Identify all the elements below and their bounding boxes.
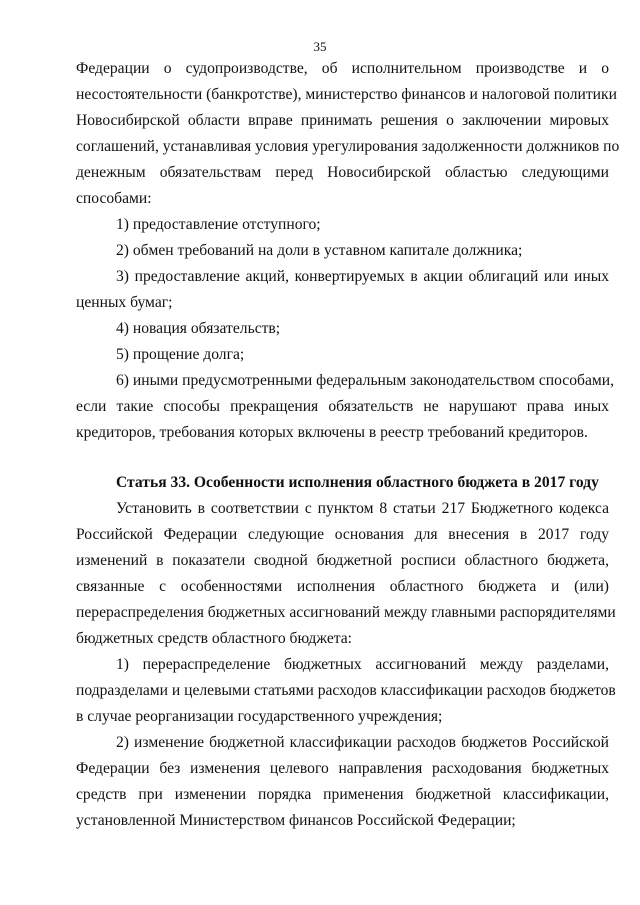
text-line: 4) новация обязательств; bbox=[116, 320, 281, 337]
list-item bbox=[76, 730, 609, 834]
settlement-methods-list bbox=[76, 212, 614, 446]
text-line: соглашений, устанавливая условия урегулирования задолженности должников по bbox=[76, 138, 620, 155]
text-line: способами: bbox=[76, 190, 152, 207]
list-item bbox=[76, 368, 614, 446]
text-line: Федерации без изменения целевого направления расходования бюджетных bbox=[76, 760, 609, 777]
text-line: Федерации о судопроизводстве, об исполнительном производстве и о bbox=[76, 60, 609, 77]
text-line: несостоятельности (банкротстве), министерство финансов и налоговой политики bbox=[76, 86, 617, 103]
text-line: в случае реорганизации государственного учреждения; bbox=[76, 708, 443, 725]
text-line: подразделами и целевыми статьями расходов классификации расходов бюджетов bbox=[76, 682, 616, 699]
text-line: бюджетных средств областного бюджета: bbox=[76, 630, 353, 647]
text-line: Установить в соответствии с пунктом 8 статьи 217 Бюджетного кодекса bbox=[116, 500, 609, 517]
list-item bbox=[76, 316, 609, 342]
text-line: Российской Федерации следующие основания для внесения в 2017 году bbox=[76, 526, 609, 543]
text-line: Новосибирской области вправе принимать решения о заключении мировых bbox=[76, 112, 609, 129]
intro-paragraph bbox=[76, 56, 620, 212]
text-line: 1) предоставление отступного; bbox=[116, 216, 321, 233]
text-line: 5) прощение долга; bbox=[116, 346, 245, 363]
article-paragraph bbox=[76, 496, 616, 652]
list-item bbox=[76, 342, 609, 368]
text-line: если такие способы прекращения обязательств не нарушают права иных bbox=[76, 398, 609, 415]
list-item bbox=[76, 238, 609, 264]
text-line: денежным обязательствам перед Новосибирской областью следующими bbox=[76, 164, 609, 181]
text-line: изменений в показатели сводной бюджетной росписи областного бюджета, bbox=[76, 552, 609, 569]
list-item bbox=[76, 652, 616, 730]
budget-grounds-list bbox=[76, 652, 616, 834]
list-item bbox=[76, 264, 609, 316]
text-line: 3) предоставление акций, конвертируемых в акции облигаций или иных bbox=[116, 268, 609, 285]
page-content bbox=[76, 56, 620, 834]
article-heading: Статья 33. Особенности исполнения областного бюджета в 2017 году bbox=[116, 474, 599, 491]
text-line: ценных бумаг; bbox=[76, 294, 173, 311]
text-line: 1) перераспределение бюджетных ассигнований между разделами, bbox=[116, 656, 609, 673]
text-line: установленной Министерством финансов Российской Федерации; bbox=[76, 812, 516, 829]
text-line: 2) обмен требований на доли в уставном капитале должника; bbox=[116, 242, 523, 259]
text-line: средств при изменении порядка применения бюджетной классификации, bbox=[76, 786, 609, 803]
text-line: 2) изменение бюджетной классификации расходов бюджетов Российской bbox=[116, 734, 609, 751]
list-item bbox=[76, 212, 609, 238]
text-line: кредиторов, требования которых включены в реестр требований кредиторов. bbox=[76, 424, 588, 441]
text-line: перераспределения бюджетных ассигнований между главными распорядителями bbox=[76, 604, 616, 621]
page-number: 35 bbox=[313, 39, 327, 54]
text-line: связанные с особенностями исполнения областного бюджета и (или) bbox=[76, 578, 609, 595]
text-line: 6) иными предусмотренными федеральным законодательством способами, bbox=[116, 372, 614, 389]
